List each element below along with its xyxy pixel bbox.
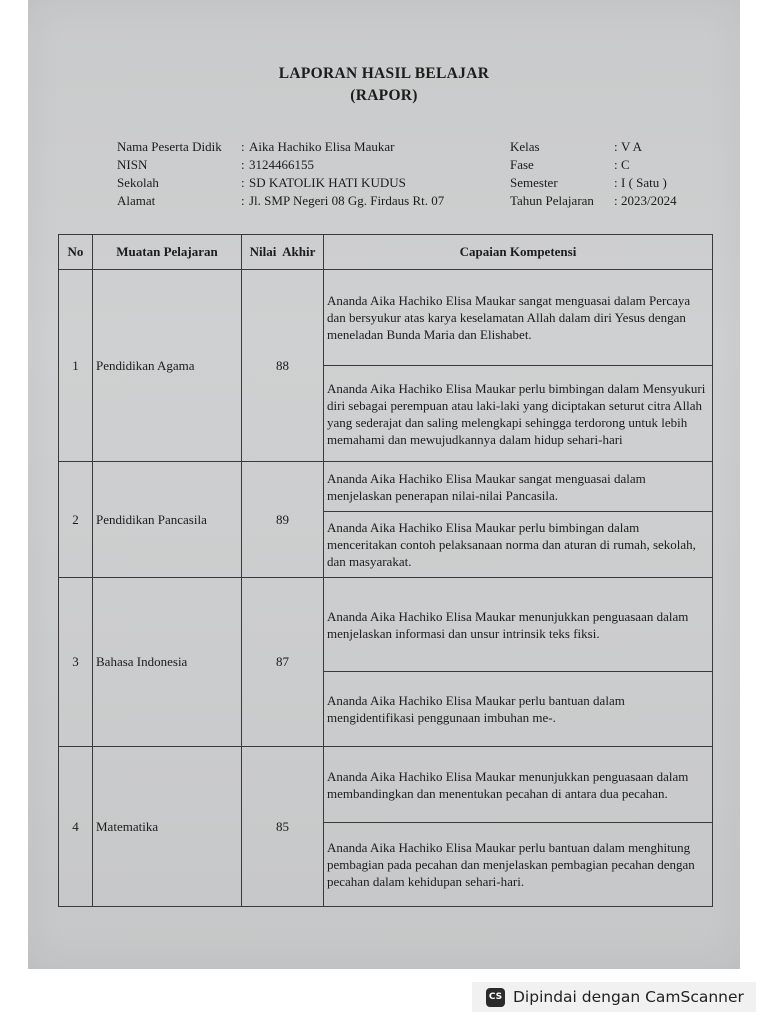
info-label-phase: Fase — [510, 157, 534, 172]
info-value-semester: I ( Satu ) — [621, 175, 667, 190]
info-sep-semester: : — [614, 175, 618, 190]
info-label-school: Sekolah — [117, 175, 159, 190]
table-row — [59, 578, 713, 672]
achievement-text: Ananda Aika Hachiko Elisa Maukar menunjukkan penguasaan dalam membandingkan dan menentukan pecahan di antara dua pecahan. — [324, 747, 713, 823]
achievement-text: Ananda Aika Hachiko Elisa Maukar menunjukkan penguasaan dalam menjelaskan informasi dan unsur intrinsik teks fiksi. — [324, 578, 713, 672]
info-label-class: Kelas — [510, 139, 540, 154]
info-value-class: V A — [621, 139, 643, 154]
info-label-nisn: NISN — [117, 157, 148, 172]
final-score: 87 — [242, 578, 324, 747]
report-title: LAPORAN HASIL BELAJAR — [278, 65, 490, 82]
row-number: 3 — [59, 578, 93, 747]
info-sep-name: : — [241, 139, 245, 154]
info-sep-nisn: : — [241, 157, 245, 172]
info-sep-year: : — [614, 193, 618, 208]
row-number: 2 — [59, 462, 93, 578]
subject-name: Matematika — [93, 747, 242, 907]
header-no: No — [59, 235, 93, 270]
header-score: Nilai Akhir — [242, 235, 324, 270]
grades-table — [58, 234, 713, 907]
report-subtitle: (RAPOR) — [350, 87, 418, 104]
subject-name: Pendidikan Agama — [93, 270, 242, 462]
camscanner-watermark — [472, 982, 756, 1012]
info-label-name: Nama Peserta Didik — [117, 139, 222, 154]
info-value-name: Aika Hachiko Elisa Maukar — [249, 139, 395, 154]
row-number: 4 — [59, 747, 93, 907]
info-sep-class: : — [614, 139, 618, 154]
info-label-semester: Semester — [510, 175, 558, 190]
table-row — [59, 747, 713, 823]
info-value-address: Jl. SMP Negeri 08 Gg. Firdaus Rt. 07 — [249, 193, 445, 208]
achievement-text: Ananda Aika Hachiko Elisa Maukar sangat menguasai dalam Percaya dan bersyukur atas karya keselamatan Allah dalam diri Yesus dengan meneladan Bunda Maria dan Elishabet. — [324, 270, 713, 366]
table-header-row — [59, 235, 713, 270]
camscanner-logo-icon: CS — [486, 988, 505, 1007]
info-value-phase: C — [621, 157, 630, 172]
info-value-school: SD KATOLIK HATI KUDUS — [249, 175, 406, 190]
achievement-text: Ananda Aika Hachiko Elisa Maukar sangat menguasai dalam menjelaskan penerapan nilai-nilai Pancasila. — [324, 462, 713, 512]
camscanner-watermark-text: Dipindai dengan CamScanner — [513, 988, 744, 1006]
info-label-address: Alamat — [117, 193, 156, 208]
final-score: 85 — [242, 747, 324, 907]
info-value-nisn: 3124466155 — [249, 157, 314, 172]
achievement-text: Ananda Aika Hachiko Elisa Maukar perlu bimbingan dalam Mensyukuri diri sebagai perempuan atau laki-laki yang diciptakan seturut citra Allah yang sederajat dan saling melengkapi sehingga terdorong untuk lebih memahami dan mewujudkannya dalam hidup sehari-hari — [324, 366, 713, 462]
header-achievement: Capaian Kompetensi — [324, 235, 713, 270]
info-sep-address: : — [241, 193, 245, 208]
achievement-text: Ananda Aika Hachiko Elisa Maukar perlu bantuan dalam mengidentifikasi penggunaan imbuhan me-. — [324, 672, 713, 747]
achievement-text: Ananda Aika Hachiko Elisa Maukar perlu bantuan dalam menghitung pembagian pada pecahan dan menjelaskan pembagian pecahan dengan pecahan dalam kehidupan sehari-hari. — [324, 823, 713, 907]
info-sep-phase: : — [614, 157, 618, 172]
achievement-text: Ananda Aika Hachiko Elisa Maukar perlu bimbingan dalam menceritakan contoh pelaksanaan norma dan aturan di rumah, sekolah, dan masyarakat. — [324, 512, 713, 578]
table-row — [59, 270, 713, 366]
info-label-year: Tahun Pelajaran — [510, 193, 594, 208]
subject-name: Pendidikan Pancasila — [93, 462, 242, 578]
final-score: 89 — [242, 462, 324, 578]
info-sep-school: : — [241, 175, 245, 190]
info-value-year: 2023/2024 — [621, 193, 677, 208]
header-subject: Muatan Pelajaran — [93, 235, 242, 270]
subject-name: Bahasa Indonesia — [93, 578, 242, 747]
final-score: 88 — [242, 270, 324, 462]
row-number: 1 — [59, 270, 93, 462]
table-row — [59, 462, 713, 512]
